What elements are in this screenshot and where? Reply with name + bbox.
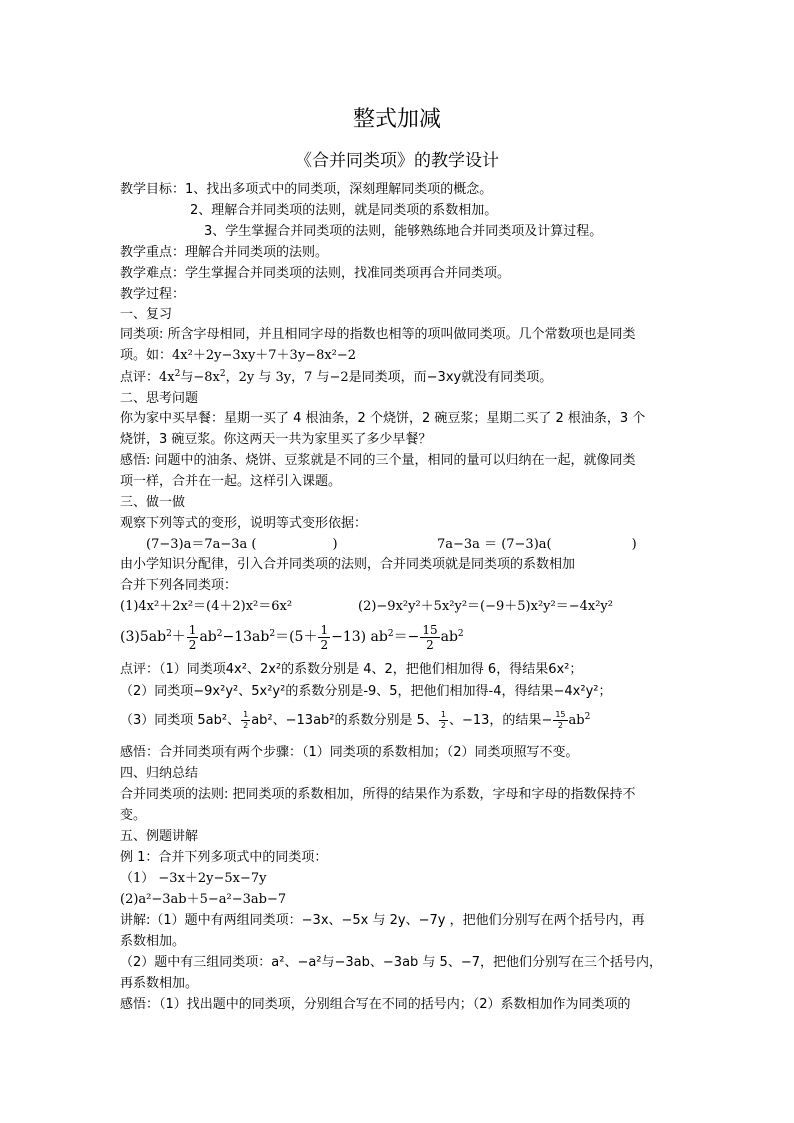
- example-expression: 4x²＋2y−3xy＋7＋3y−8x²−2: [172, 348, 357, 363]
- insight-line: 感悟：合并同类项有两个步骤：（1）同类项的系数相加；（2）同类项照写不变。: [120, 745, 579, 760]
- reflection-line-1: 感悟: 问题中的油条、烧饼、豆浆就是不同的三个量，相同的量可以归纳在一起，就像同类: [120, 453, 636, 468]
- problem-1: (1)4x²＋2x²＝(4＋2)x²＝6x²: [120, 599, 293, 614]
- fraction-one-half: $\frac{1}{2}$: [188, 622, 197, 652]
- section-1-heading: 一、复习: [120, 307, 173, 322]
- section-2-heading: 二、思考问题: [120, 391, 199, 406]
- explanation-line-4: 再系数相加。: [120, 976, 199, 991]
- definition-line-1: 同类项: 所含字母相同，并且相同字母的指数也相等的项叫做同类项。几个常数项也是同类: [120, 327, 636, 342]
- goals-line-2: 2、理解合并同类项的法则，就是同类项的系数相加。: [190, 203, 498, 218]
- page-title: 整式加减: [352, 107, 441, 132]
- reflection-line-2: 项一样，合并在一起。这样引入课题。: [120, 474, 342, 489]
- section-4-heading: 四、归纳总结: [120, 766, 199, 781]
- rule-line-1: 合并同类项的法则: 把同类项的系数相加，所得的结果作为系数，字母和字母的指数保持不: [120, 787, 636, 802]
- final-insight-line: 感悟：（1）找出题中的同类项，分别组合写在不同的括号内；（2）系数相加作为同类项的: [120, 997, 631, 1012]
- comment-1: 点评：（1）同类项4x²、2x²的系数分别是 4、2，把他们相加得 6，得结果6x²；: [120, 662, 583, 677]
- comment-line: 点评：$4x^2$与$-8x^2$，2y 与 3y，7 与−2是同类项，而−3xy就没有同类项。: [120, 369, 553, 385]
- problem-3: $(3)5ab^2+$ $\frac{1}{2}$ $ab^2-13ab^2=(5+$ $\frac{1}{2}$ −13) $ab^2=-$ $\frac{15}{2}$ $ab^2$: [120, 622, 464, 652]
- explain-line: 由小学知识分配律，引入合并同类项的法则，合并同类项就是同类项的系数相加: [120, 557, 576, 572]
- example-1-part-1: （1） −3x＋2y−5x−7y: [120, 871, 267, 886]
- example-1-part-2: (2)a²−3ab＋5−a²−3ab−7: [120, 892, 287, 907]
- goals-line-1: 教学目标：1、找出多项式中的同类项，深刻理解同类项的概念。: [120, 182, 493, 197]
- question-line-2: 烧饼，3 碗豆浆。你这两天一共为家里买了多少早餐？: [120, 432, 432, 447]
- rule-line-2: 变。: [120, 808, 147, 823]
- equation-left: (7−3)a＝7a−3a ( ): [146, 537, 338, 552]
- comment-3: （3）同类项 5ab²、 $\frac{1}{2}$ ab²、−13ab²的系数分别是 5、 $\frac{1}{2}$ 、−13，的结果− $\frac{15}{2}$ $ab^2$: [120, 710, 591, 730]
- key-point: 教学重点：理解合并同类项的法则。: [120, 245, 329, 260]
- section-5-heading: 五、例题讲解: [120, 829, 199, 844]
- problem-2: (2)−9x²y²＋5x²y²＝(−9＋5)x²y²＝−4x²y²: [358, 599, 613, 614]
- explanation-line-2: 系数相加。: [120, 934, 186, 949]
- fraction-fifteen-halves: $\frac{15}{2}$: [422, 622, 438, 652]
- explanation-line-3: （2）题中有三组同类项：a²、−a²与−3ab、−3ab 与 5、−7，把他们分别写在三个括号内，: [120, 955, 662, 970]
- example-1-label: 例 1：合并下列多项式中的同类项：: [120, 850, 328, 865]
- goals-line-3: 3、学生掌握合并同类项的法则，能够熟练地合并同类项及计算过程。: [204, 224, 603, 239]
- page-subtitle: 《合并同类项》的教学设计: [295, 151, 499, 171]
- explanation-line-1: 讲解:（1）题中有两组同类项：−3x、−5x 与 2y、−7y ，把他们分别写在两个括号内，再: [120, 913, 645, 928]
- section-3-heading: 三、做一做: [120, 495, 186, 510]
- definition-line-2: 项。如：4x²＋2y−3xy＋7＋3y−8x²−2: [120, 348, 357, 363]
- comment-2: （2）同类项−9x²y²、5x²y²的系数分别是-9、5，把他们相加得-4，得结果−4x²y²；: [120, 684, 612, 699]
- merge-line: 合并下列各同类项：: [120, 578, 238, 593]
- observe-line: 观察下列等式的变形，说明等式变形依据：: [120, 516, 368, 531]
- process-label: 教学过程：: [120, 287, 186, 302]
- difficulty: 教学难点：学生掌握合并同类项的法则，找准同类项再合并同类项。: [120, 266, 511, 281]
- equation-right: 7a−3a ＝ (7−3)a( ): [437, 537, 637, 552]
- question-line-1: 你为家中买早餐：星期一买了 4 根油条，2 个烧饼，2 碗豆浆；星期二买了 2 根油条，3 个: [120, 411, 646, 426]
